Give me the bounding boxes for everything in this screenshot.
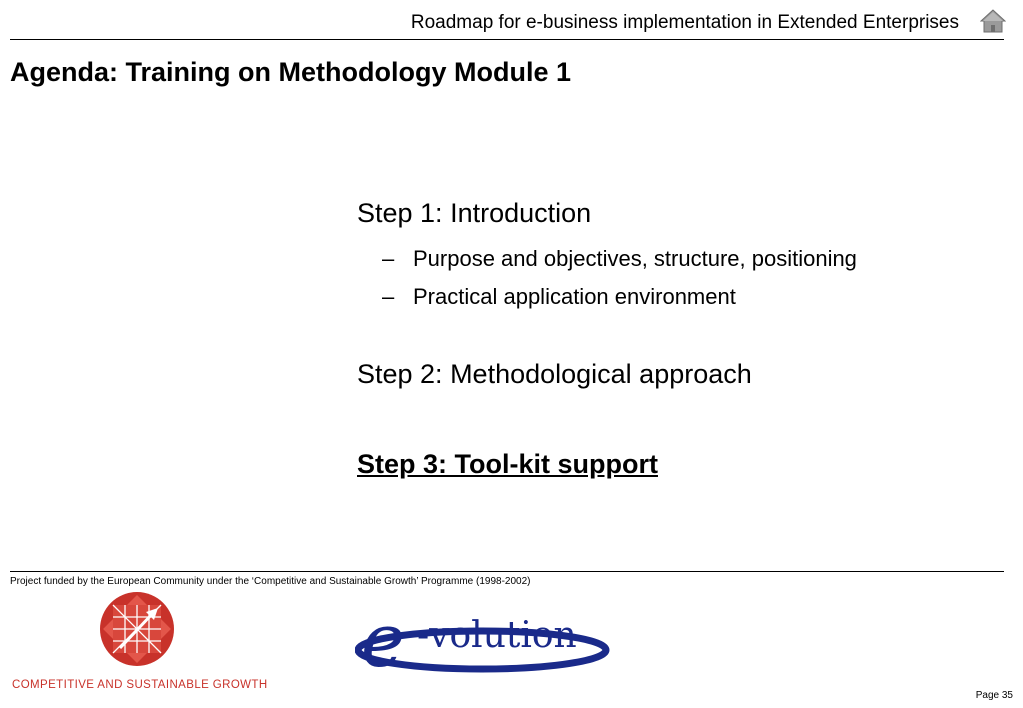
agenda-step-1-subitem bbox=[382, 284, 736, 310]
header-title: Roadmap for e-business implementation in Extended Enterprises bbox=[410, 12, 959, 33]
e-volution-e-glyph-icon: e bbox=[361, 600, 405, 680]
page-number: Page 35 bbox=[975, 690, 1013, 701]
e-volution-logo bbox=[355, 600, 610, 680]
competitive-growth-caption: COMPETITIVE AND SUSTAINABLE GROWTH bbox=[12, 679, 268, 691]
dash-bullet: – bbox=[382, 284, 395, 309]
subitem-text: Practical application environment bbox=[413, 284, 736, 309]
funding-note: Project funded by the European Community under the ‘Competitive and Sustainable Growth’ Programme (1998-2002) bbox=[10, 576, 531, 587]
footer-divider bbox=[10, 571, 1004, 572]
agenda-step-1-subitem bbox=[382, 246, 857, 272]
agenda-step-1: Step 1: Introduction bbox=[357, 198, 592, 228]
slide-title: Agenda: Training on Methodology Module 1 bbox=[10, 57, 571, 87]
header-divider bbox=[10, 39, 1004, 40]
subitem-text: Purpose and objectives, structure, positioning bbox=[413, 246, 857, 271]
e-volution-logo-text: -volution bbox=[417, 615, 577, 656]
competitive-growth-logo-icon bbox=[98, 590, 176, 668]
home-icon[interactable] bbox=[980, 8, 1006, 34]
dash-bullet: – bbox=[382, 246, 395, 271]
agenda-step-2: Step 2: Methodological approach bbox=[357, 359, 752, 389]
agenda-step-3-current: Step 3: Tool-kit support bbox=[357, 449, 658, 479]
